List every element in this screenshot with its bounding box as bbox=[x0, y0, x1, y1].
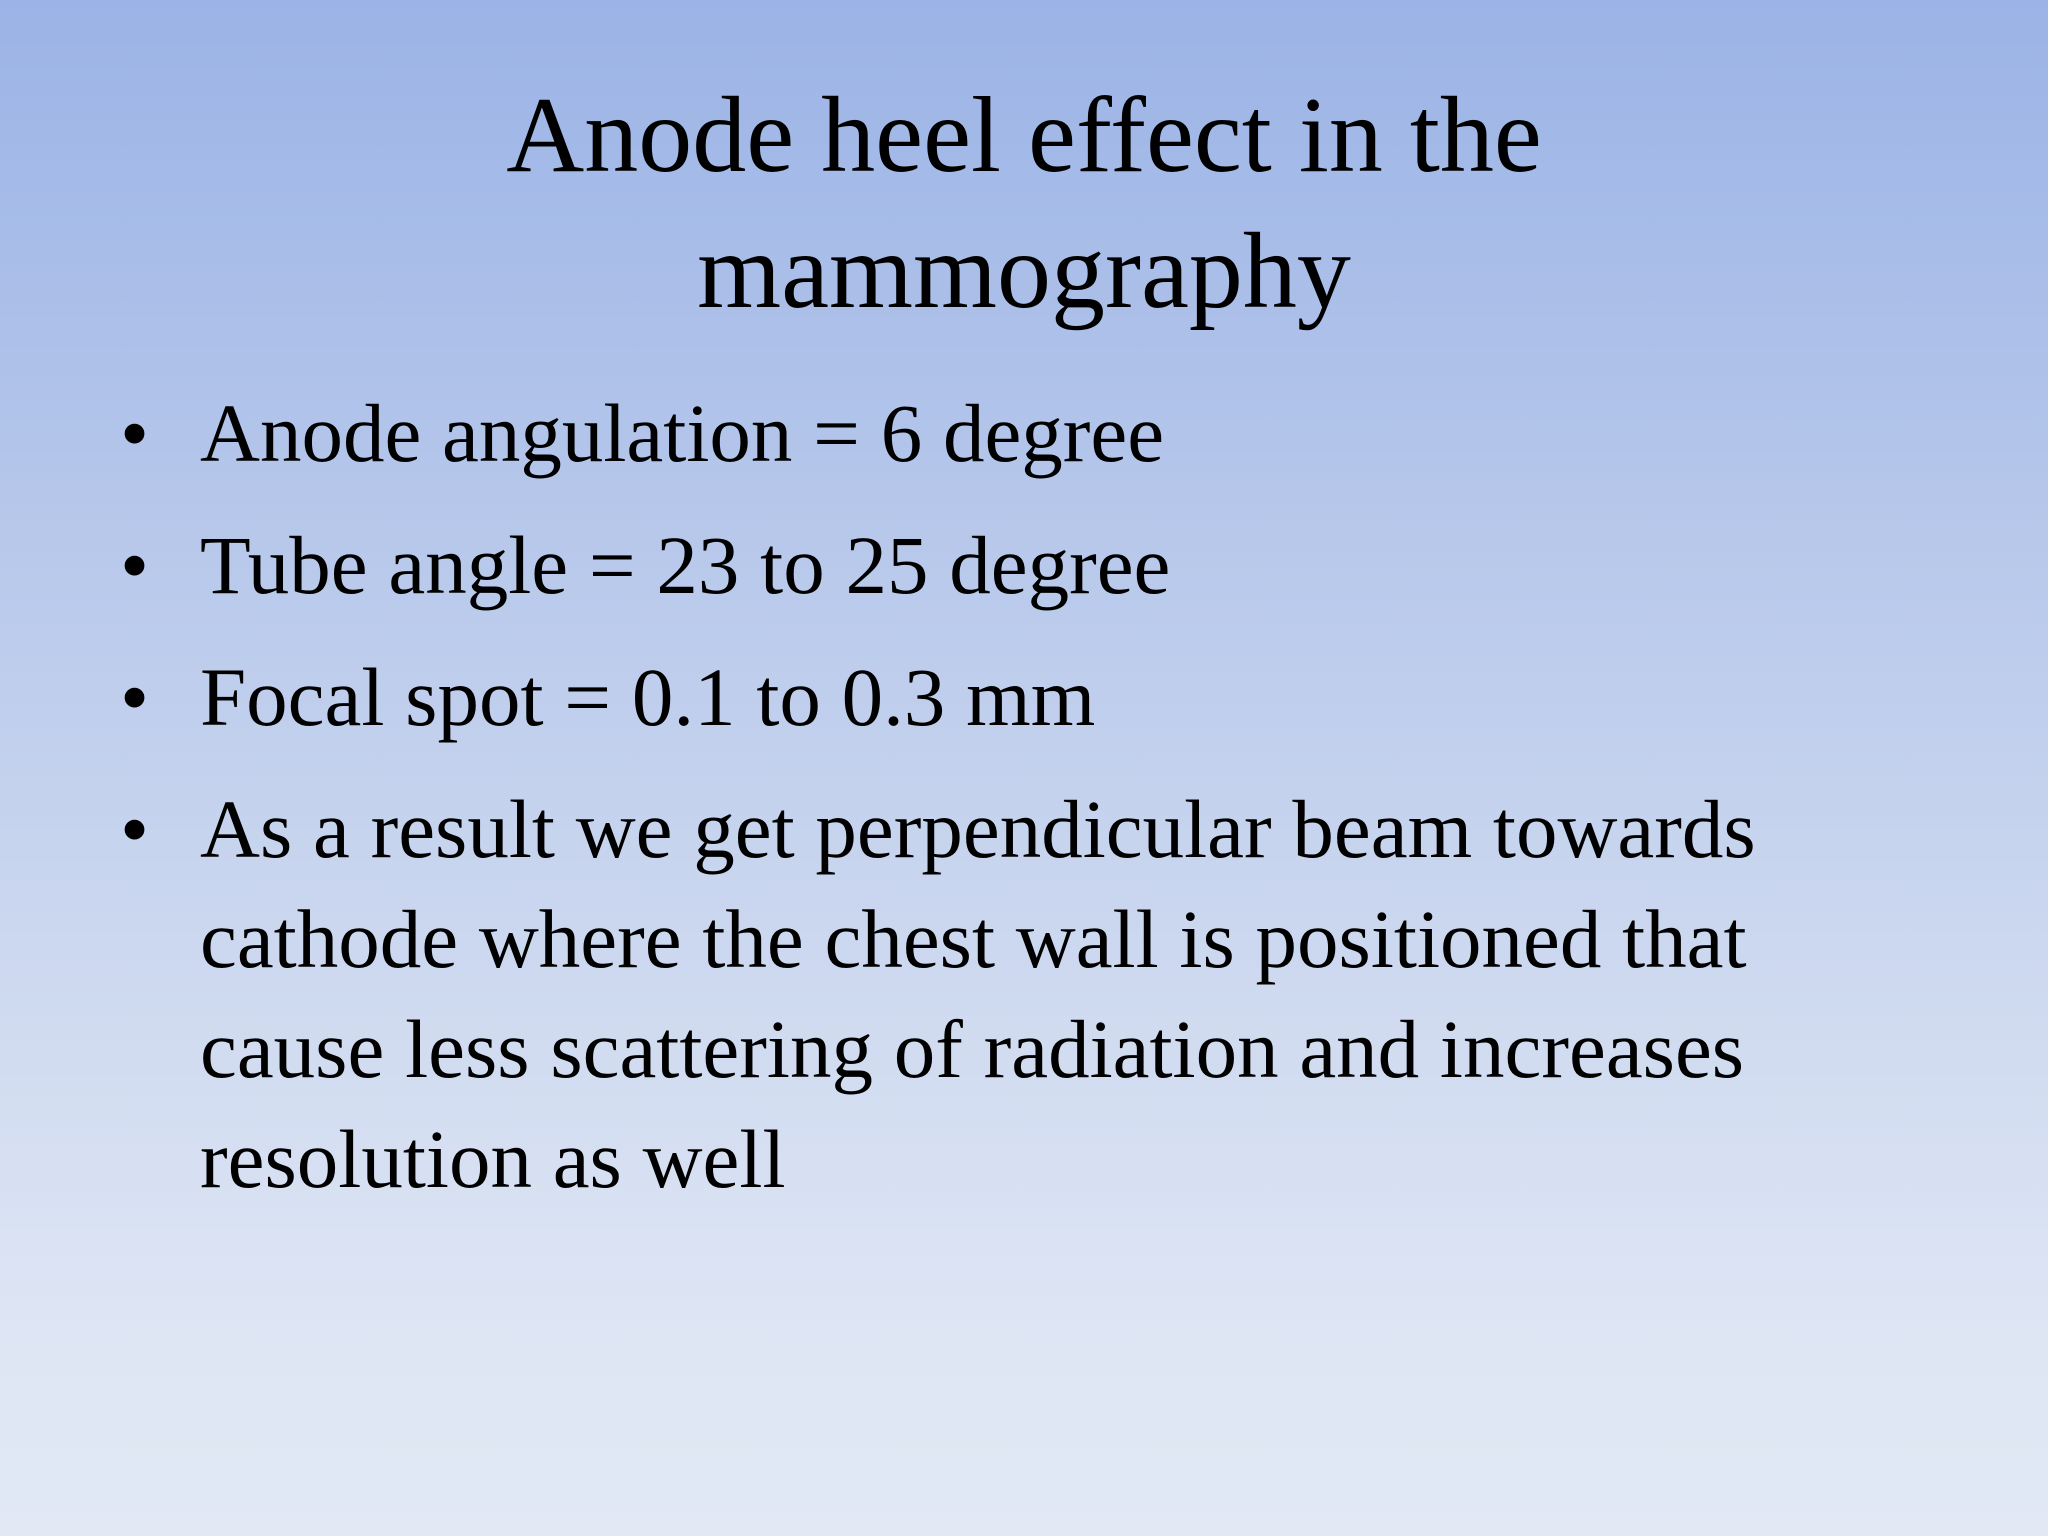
bullet-item-tube-angle bbox=[120, 510, 1940, 620]
bullet-item-result bbox=[120, 774, 1940, 1214]
bullet-text: Tube angle = 23 to 25 degree bbox=[200, 519, 1171, 611]
bullet-dot-icon: • bbox=[120, 651, 150, 743]
bullet-text: As a result we get perpendicular beam towards cathode where the chest wall is positioned that cause less scattering of radiation and increases resolution as well bbox=[200, 783, 1756, 1205]
bullet-dot-icon: • bbox=[120, 783, 150, 875]
bullet-text: Focal spot = 0.1 to 0.3 mm bbox=[200, 651, 1096, 743]
bullet-text: Anode angulation = 6 degree bbox=[200, 387, 1165, 479]
bullet-item-focal-spot bbox=[120, 642, 1940, 752]
bullet-dot-icon: • bbox=[120, 387, 150, 479]
slide-title-line-1: Anode heel effect in the bbox=[506, 76, 1542, 195]
bullet-list bbox=[120, 378, 1940, 1236]
bullet-dot-icon: • bbox=[120, 519, 150, 611]
bullet-item-anode-angulation bbox=[120, 378, 1940, 488]
slide-title-line-2: mammography bbox=[697, 212, 1351, 331]
slide-title bbox=[160, 68, 1888, 340]
